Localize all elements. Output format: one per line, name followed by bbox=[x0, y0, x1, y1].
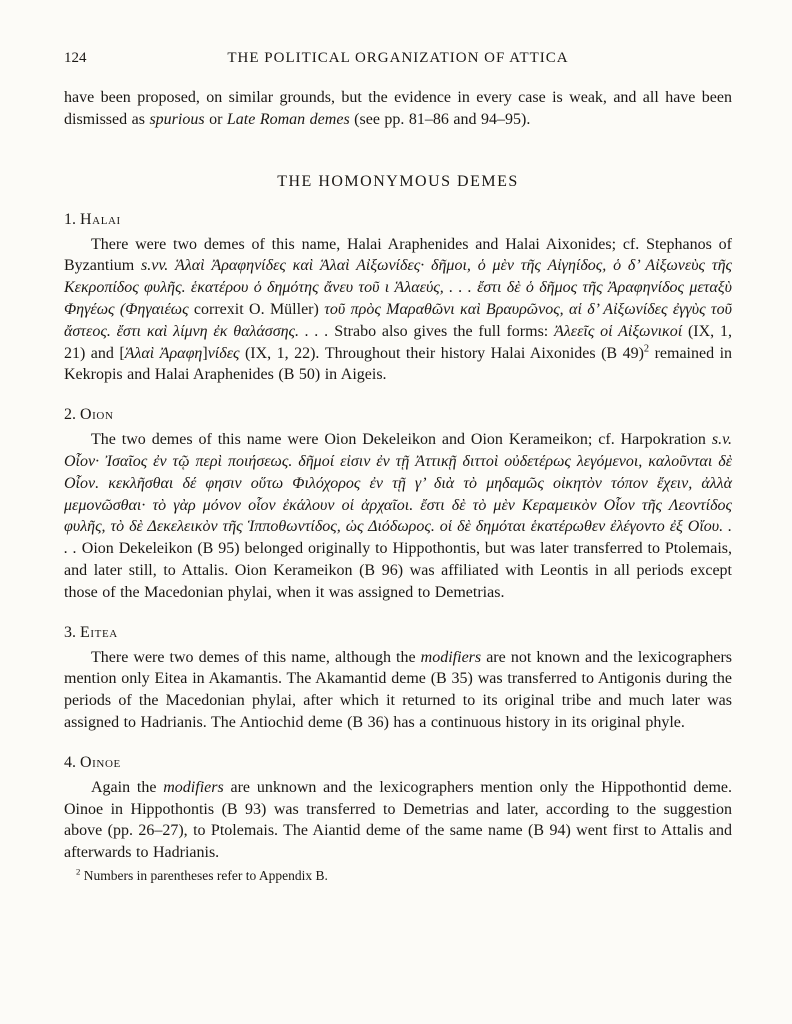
chapter-title: THE HOMONYMOUS DEMES bbox=[277, 172, 519, 190]
section-eitea bbox=[64, 624, 732, 734]
page-number: 124 bbox=[64, 50, 87, 66]
intro-paragraph bbox=[64, 87, 732, 131]
subsection-number: 3. bbox=[64, 623, 76, 641]
halai-paragraph bbox=[64, 234, 732, 387]
section-oion bbox=[64, 406, 732, 603]
text-run: ] bbox=[202, 344, 208, 362]
running-header: THE POLITICAL ORGANIZATION OF ATTICA bbox=[227, 50, 569, 66]
text-run: Strabo also gives the full forms: bbox=[334, 322, 555, 340]
oion-paragraph bbox=[64, 429, 732, 603]
subsection-name: Halai bbox=[80, 210, 121, 228]
italic-text-run: spurious bbox=[149, 110, 205, 128]
superscript-marker: 2 bbox=[76, 866, 81, 877]
italic-text-run: Late Roman demes bbox=[226, 110, 350, 128]
text-run: The two demes of this name were Oion Dekeleikon and Oion Kerameikon; cf. Harpokration bbox=[91, 431, 712, 449]
italic-text-run: modifiers bbox=[420, 648, 482, 666]
text-run: Numbers in parentheses refer to Appendix B. bbox=[80, 867, 328, 883]
italic-text-run: τοῦ πρὸς Μαραθῶνι καὶ Βραυρῶνος, αἱ δ’ Αἰξωνίδες ἐγγὺς τοῦ ἄστεος. ἔστι καὶ λίμνη ἐκ θαλάσσης. . . . bbox=[64, 300, 732, 340]
text-run: There were two demes of this name, Halai Araphenides and Halai Aixonides; cf. Stephanos of Byzantium bbox=[64, 235, 732, 275]
italic-text-run: s.vv. Ἁλαὶ Ἀραφηνίδες καὶ Ἁλαὶ Αἰξωνίδες· δῆμοι, ὁ μὲν τῆς Αἰγηίδος, ὁ δ’ Αἰξωνεὺς τῆς Κεκροπίδος φυλῆς. ἑκατέρου ὁ δημότης ἄνευ τοῦ ι Ἁλαεύς, . . . ἔστι δὲ ὁ δῆμος τῆς Ἀραφηνίδος μεταξὺ Φηγέως (Φηγαιέως bbox=[64, 257, 732, 318]
text-run: have been proposed, on similar grounds, but the evidence in every case is weak, and all have been dismissed as bbox=[64, 89, 732, 128]
section-oinoe bbox=[64, 754, 732, 864]
text-run: (IX, 1, 22). Throughout their history Halai Aixonides (B 49) bbox=[239, 344, 644, 362]
eitea-paragraph bbox=[64, 647, 732, 734]
page-header bbox=[64, 50, 732, 67]
text-run: correxit O. Müller) bbox=[193, 300, 325, 318]
subsection-name: Oinoe bbox=[80, 753, 121, 771]
text-run: are not known and the lexicographers mention only Eitea in Akamantis. The Akamantid deme (B 35) was transferred to Antigonis during the periods of the Macedonian phylai, after which it returned to its original tribe and much later was assigned to Hadrianis. The Antiochid deme (B 36) has a continuous history in its original phyle. bbox=[64, 648, 732, 731]
subsection-heading-oion bbox=[64, 406, 732, 424]
subsection-heading-oinoe bbox=[64, 754, 732, 772]
subsection-heading-eitea bbox=[64, 624, 732, 642]
text-run: (see pp. 81–86 and 94–95). bbox=[349, 110, 531, 128]
italic-text-run: Ἀλεεῖς οἱ Αἰξωνικοί bbox=[554, 322, 683, 340]
italic-text-run: s.v. Οἶον· Ἰσαῖος ἐν τῷ περὶ ποιήσεως. δῆμοί εἰσιν ἐν τῇ Ἀττικῇ διττοὶ οὐδετέρως λεγόμενοι, καλοῦνται δὲ Οἶον. κεκλῆσθαι δέ φησιν οὕτω Φιλόχορος ἐν τῇ γ’ διὰ τὸ μηδαμῶς οἰκητὸν τόπον ἔχειν, ἀλλὰ μεμονῶσθαι· τὸ γὰρ μόνον οἷον ἐκάλουν οἱ ἀρχαῖοι. ἔστι δὲ τὸ μὲν Κεραμεικὸν Οἷον τῆς Λεοντίδος φυλῆς, τὸ δὲ Δεκελεικὸν τῆς Ἱπποθωντίδος, ὡς Διόδωρος. οἱ δὲ δημόται ἑκατέρωθεν ἐλέγοντο ἐξ Οἴου. . . . bbox=[64, 431, 732, 558]
subsection-number: 1. bbox=[64, 210, 76, 228]
text-run: remained in Kekropis and Halai Araphenides (B 50) in Aigeis. bbox=[64, 344, 733, 384]
text-run: There were two demes of this name, although the bbox=[91, 648, 421, 666]
text-run: or bbox=[204, 110, 227, 128]
subsection-name: Oion bbox=[80, 406, 114, 424]
italic-text-run: νίδες bbox=[207, 344, 240, 362]
subsection-number: 4. bbox=[64, 753, 76, 771]
italic-text-run: modifiers bbox=[163, 778, 224, 796]
text-run: Oion Dekeleikon (B 95) belonged originally to Hippothontis, but was later transferred to Ptolemais, and later still, to Attalis. Oion Kerameikon (B 96) was affiliated with Leontis in all periods except those of the Macedonian phylai, when it was assigned to Demetrias. bbox=[64, 540, 732, 601]
subsection-heading-halai bbox=[64, 211, 732, 229]
subsection-number: 2. bbox=[64, 406, 76, 424]
text-run: Again the bbox=[91, 778, 164, 796]
footnote bbox=[64, 867, 732, 885]
subsection-name: Eitea bbox=[80, 623, 118, 641]
text-run: are unknown and the lexicographers mention only the Hippothontid deme. Oinoe in Hippothontis (B 93) was transferred to Demetrias and later, according to the suggestion above (pp. 26–27), to Ptolemais. The Aiantid deme of the same name (B 94) went first to Attalis and afterwards to Hadrianis. bbox=[64, 778, 732, 862]
text-run: (IX, 1, 21) and [ bbox=[64, 322, 733, 362]
italic-text-run: Ἁλαὶ Ἀραφη bbox=[124, 344, 203, 362]
section-halai bbox=[64, 211, 732, 387]
oinoe-paragraph bbox=[64, 777, 732, 864]
superscript-marker: 2 bbox=[643, 343, 650, 355]
